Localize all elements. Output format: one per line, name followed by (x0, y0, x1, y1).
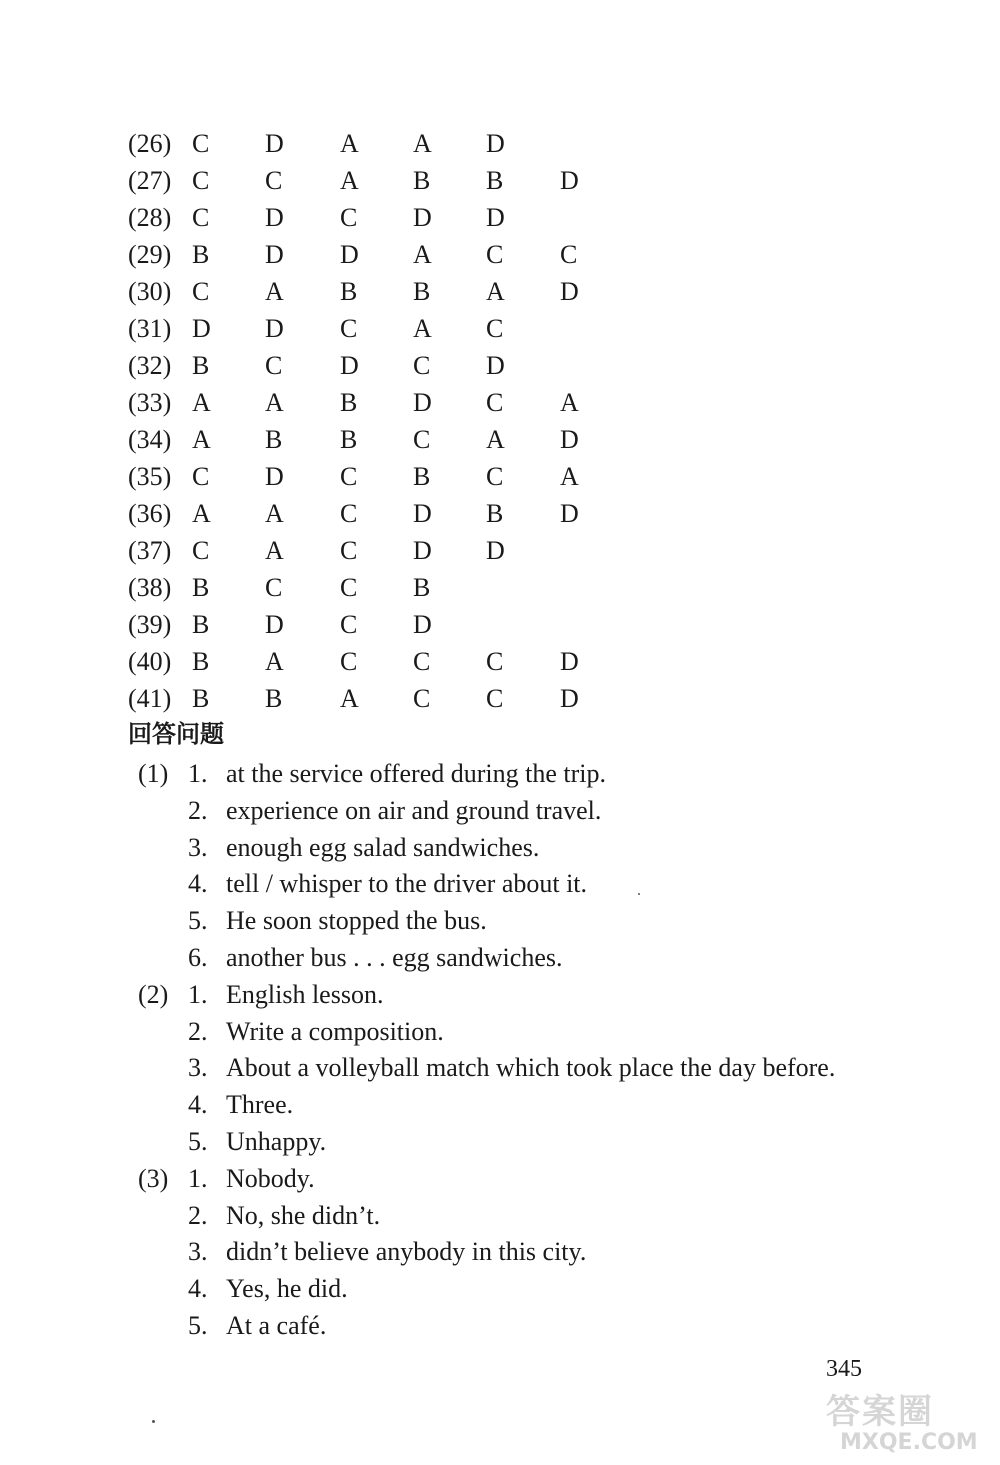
answer-choice: D (265, 203, 284, 232)
answer-choice: A (265, 388, 284, 417)
answer-row (128, 680, 728, 717)
answer-choice: B (192, 647, 210, 676)
answer-choice: B (192, 610, 210, 639)
question-item-number: 4. (188, 869, 208, 898)
question-number: (38) (128, 573, 172, 602)
answer-row (128, 125, 728, 162)
answer-choice: D (560, 425, 579, 454)
answer-choice: D (486, 351, 505, 380)
question-number: (37) (128, 536, 172, 565)
question-number: (34) (128, 425, 172, 454)
answer-choice: C (486, 240, 504, 269)
answer-choice: A (413, 129, 432, 158)
answer-choice: A (265, 536, 284, 565)
answer-choice: D (413, 610, 432, 639)
answer-row (128, 495, 728, 532)
answer-choice: D (560, 499, 579, 528)
answer-choice: B (340, 388, 358, 417)
answer-choice: D (486, 129, 505, 158)
question-group-label: (1) (138, 759, 169, 788)
answer-row (128, 236, 728, 273)
question-item-answer: didn’t believe anybody in this city. (226, 1237, 587, 1266)
answer-choice: C (340, 499, 358, 528)
answer-choice: C (413, 684, 431, 713)
answer-choice: C (340, 536, 358, 565)
watermark-text: 答案圈 (826, 1392, 934, 1432)
answer-row (128, 273, 728, 310)
watermark-logo (826, 1384, 992, 1462)
watermark-url: MXQE.COM (840, 1430, 978, 1455)
answer-choice: D (413, 499, 432, 528)
answer-choice: B (413, 573, 431, 602)
question-item-number: 3. (188, 1053, 208, 1082)
question-item-answer: At a café. (226, 1311, 327, 1340)
answer-choice: D (560, 647, 579, 676)
answer-choice: A (413, 240, 432, 269)
answer-choice: C (560, 240, 578, 269)
answer-choice: C (192, 536, 210, 565)
answer-choice: C (192, 203, 210, 232)
answer-choice: C (486, 388, 504, 417)
question-item-number: 1. (188, 980, 208, 1009)
answer-choice: A (340, 166, 359, 195)
question-number: (40) (128, 647, 172, 676)
question-number: (30) (128, 277, 172, 306)
question-item-number: 3. (188, 1237, 208, 1266)
question-item-number: 3. (188, 833, 208, 862)
answer-choice: C (265, 351, 283, 380)
answer-choice: A (265, 647, 284, 676)
section-title: 回答问题 (128, 720, 224, 748)
question-number: (33) (128, 388, 172, 417)
answer-row (128, 421, 728, 458)
answer-choice: C (486, 462, 504, 491)
question-item-answer: No, she didn’t. (226, 1201, 381, 1230)
question-number: (28) (128, 203, 172, 232)
answer-choice: D (486, 203, 505, 232)
question-item-answer: enough egg salad sandwiches. (226, 833, 540, 862)
answer-choice: C (192, 277, 210, 306)
question-item-number: 1. (188, 759, 208, 788)
question-item-answer: at the service offered during the trip. (226, 759, 606, 788)
answer-choice: A (486, 425, 505, 454)
answer-choice: B (486, 499, 504, 528)
answer-choice: D (486, 536, 505, 565)
answer-choice: C (192, 129, 210, 158)
answer-choice: D (560, 166, 579, 195)
answer-choice: B (486, 166, 504, 195)
answer-row (128, 532, 728, 569)
answer-choice: D (340, 351, 359, 380)
answer-choice: D (265, 314, 284, 343)
answer-choice: C (340, 610, 358, 639)
question-item-answer: Nobody. (226, 1164, 315, 1193)
scan-speck (152, 1420, 155, 1423)
answer-choice: C (340, 314, 358, 343)
question-number: (36) (128, 499, 172, 528)
answer-choice: C (265, 166, 283, 195)
answer-choice: C (340, 203, 358, 232)
answer-choice: B (413, 462, 431, 491)
answer-choice: B (192, 351, 210, 380)
question-item-number: 5. (188, 1127, 208, 1156)
answer-choice: A (560, 388, 579, 417)
question-item-number: 5. (188, 1311, 208, 1340)
answer-choice: C (340, 573, 358, 602)
answer-choice: B (340, 425, 358, 454)
question-item-answer: Write a composition. (226, 1017, 444, 1046)
answer-row (128, 384, 728, 421)
question-number: (31) (128, 314, 172, 343)
question-number: (35) (128, 462, 172, 491)
answer-choice: D (413, 388, 432, 417)
answer-choice: A (560, 462, 579, 491)
answer-choice: C (265, 573, 283, 602)
answer-choice: A (192, 388, 211, 417)
page-number: 345 (826, 1356, 862, 1382)
question-item-answer: Unhappy. (226, 1127, 327, 1156)
question-item-answer: another bus . . . egg sandwiches. (226, 943, 563, 972)
answer-row (128, 606, 728, 643)
answer-row (128, 458, 728, 495)
answer-choice: C (340, 462, 358, 491)
answer-choice: D (413, 536, 432, 565)
question-item-number: 4. (188, 1090, 208, 1119)
question-group-label: (3) (138, 1164, 169, 1193)
answer-choice: D (265, 240, 284, 269)
answer-choice: B (192, 684, 210, 713)
answer-choice: D (413, 203, 432, 232)
answer-choice: D (265, 462, 284, 491)
question-item-answer: tell / whisper to the driver about it. (226, 869, 588, 898)
question-number: (26) (128, 129, 172, 158)
answer-choice: B (192, 240, 210, 269)
answer-choice: D (192, 314, 211, 343)
answer-choice: C (413, 351, 431, 380)
answer-choice: C (192, 462, 210, 491)
answer-choice: B (192, 573, 210, 602)
question-item-number: 1. (188, 1164, 208, 1193)
answer-choice: D (265, 129, 284, 158)
answer-choice: B (340, 277, 358, 306)
answer-choice: A (340, 684, 359, 713)
question-item-answer: Yes, he did. (226, 1274, 348, 1303)
answer-choice: A (265, 277, 284, 306)
answer-choice: D (265, 610, 284, 639)
answer-row (128, 569, 728, 606)
answer-choice: B (265, 684, 283, 713)
answer-choice: C (413, 425, 431, 454)
answer-choice: C (340, 647, 358, 676)
answer-row (128, 199, 728, 236)
answer-choice: C (192, 166, 210, 195)
answer-choice: C (486, 684, 504, 713)
question-number: (39) (128, 610, 172, 639)
answer-choice: A (192, 499, 211, 528)
answer-row (128, 347, 728, 384)
answer-choice: A (413, 314, 432, 343)
question-number: (29) (128, 240, 172, 269)
answer-row (128, 643, 728, 680)
answer-choice: A (192, 425, 211, 454)
answer-choice: D (340, 240, 359, 269)
question-number: (41) (128, 684, 172, 713)
answer-choice: A (265, 499, 284, 528)
question-item-number: 5. (188, 906, 208, 935)
answer-choice: D (560, 684, 579, 713)
question-item-answer: He soon stopped the bus. (226, 906, 487, 935)
question-item-number: 6. (188, 943, 208, 972)
question-item-answer: Three. (226, 1090, 294, 1119)
question-item-number: 2. (188, 796, 208, 825)
question-group-label: (2) (138, 980, 169, 1009)
question-item-number: 4. (188, 1274, 208, 1303)
answer-choice: C (486, 314, 504, 343)
answer-choice: C (413, 647, 431, 676)
question-number: (27) (128, 166, 172, 195)
answer-choice: B (413, 166, 431, 195)
answer-choice: C (486, 647, 504, 676)
question-item-answer: About a volleyball match which took place the day before. (226, 1053, 836, 1082)
answer-choice: A (340, 129, 359, 158)
answer-choice: A (486, 277, 505, 306)
answer-choice: B (413, 277, 431, 306)
answer-choice: B (265, 425, 283, 454)
scan-speck (638, 893, 640, 895)
question-item-answer: experience on air and ground travel. (226, 796, 602, 825)
question-item-answer: English lesson. (226, 980, 384, 1009)
answer-choice: D (560, 277, 579, 306)
answer-row (128, 162, 728, 199)
question-item-number: 2. (188, 1201, 208, 1230)
question-number: (32) (128, 351, 172, 380)
answer-row (128, 310, 728, 347)
question-item-number: 2. (188, 1017, 208, 1046)
